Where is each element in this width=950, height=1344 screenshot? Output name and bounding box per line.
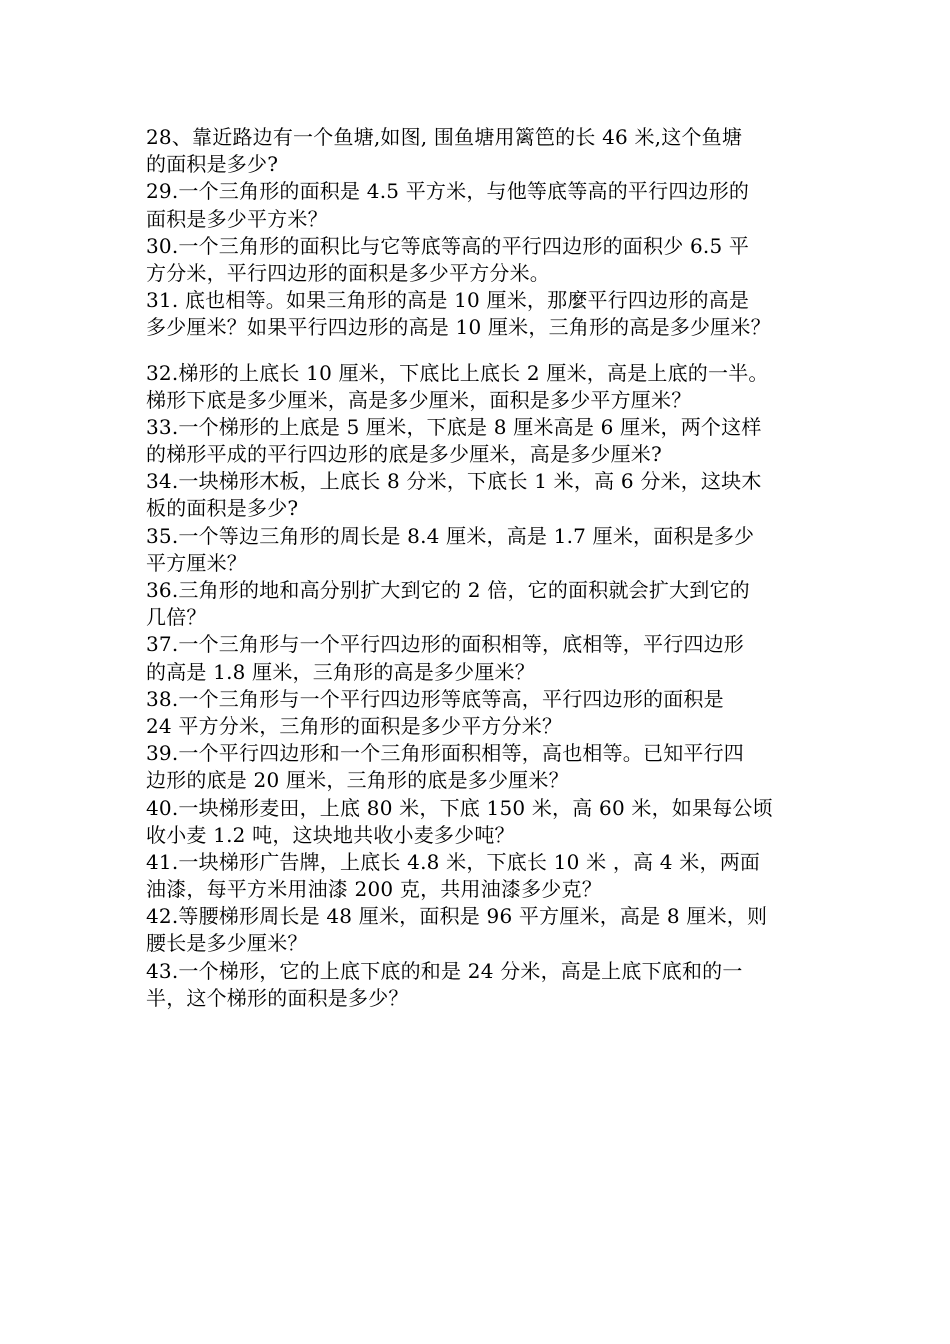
problem-line: 的高是 1.8 厘米，三角形的高是多少厘米？ [146,659,535,684]
problem-38 [146,686,826,740]
problem-line: 的梯形平成的平行四边形的底是多少厘米，高是多少厘米? [146,442,662,467]
problem-41 [146,849,826,903]
problem-line: 24 平方分米，三角形的面积是多少平方分米？ [146,713,563,738]
problem-line: 42.等腰梯形周长是 48 厘米，面积是 96 平方厘米，高是 8 厘米，则 [146,904,768,929]
problem-43 [146,958,826,1012]
problem-line: 32.梯形的上底长 10 厘米，下底比上底长 2 厘米，高是上底的一半。 [146,360,769,385]
problem-line: 43.一个梯形，它的上底下底的和是 24 分米，高是上底下底和的一 [146,958,743,983]
problem-line: 41.一块梯形广告牌，上底长 4.8 米，下底长 10 米 ，高 4 米，两面 [146,849,761,874]
problem-34 [146,468,826,522]
problem-36 [146,577,826,631]
problem-line: 36.三角形的地和高分别扩大到它的 2 倍，它的面积就会扩大到它的 [146,578,750,602]
problem-line: 39.一个平行四边形和一个三角形面积相等，高也相等。已知平行四 [146,741,745,766]
problem-line: 边形的底是 20 厘米，三角形的底是多少厘米？ [146,768,569,793]
problem-37 [146,631,826,685]
problem-line: 多少厘米？如果平行四边形的高是 10 厘米，三角形的高是多少厘米？ [146,315,771,340]
problem-line: 收小麦 1.2 吨，这块地共收小麦多少吨？ [146,822,515,847]
problem-35 [146,523,826,577]
problem-line: 腰长是多少厘米？ [146,931,308,956]
problem-32 [146,360,826,414]
problem-28 [146,124,826,178]
problem-40 [146,795,826,849]
problem-line: 29.一个三角形的面积是 4.5 平方米，与他等底等高的平行四边形的 [146,179,750,204]
problem-line: 40.一块梯形麦田，上底 80 米，下底 150 米，高 60 米，如果每公顷 [146,795,773,820]
problem-line: 方分米，平行四边形的面积是多少平方分米。 [146,260,550,285]
problem-line: 面积是多少平方米？ [146,206,328,231]
problem-42 [146,903,826,957]
problem-line: 油漆，每平方米用油漆 200 克，共用油漆多少克？ [146,877,602,902]
problem-line: 梯形下底是多少厘米，高是多少厘米，面积是多少平方厘米？ [146,387,692,412]
blank-spacer [146,342,826,360]
problem-line: 35.一个等边三角形的周长是 8.4 厘米，高是 1.7 厘米，面积是多少 [146,523,755,548]
problem-line: 31. 底也相等。如果三角形的高是 10 厘米，那麼平行四边形的高是 [146,288,750,313]
problem-line: 几倍？ [146,605,207,630]
problem-line: 37.一个三角形与一个平行四边形的面积相等，底相等，平行四边形 [146,632,745,657]
problem-29 [146,178,826,232]
problem-line: 34.一块梯形木板，上底长 8 分米，下底长 1 米，高 6 分米，这块木 [146,469,762,494]
document-page [146,124,826,1012]
problem-line: 板的面积是多少? [146,496,299,521]
problem-line: 30.一个三角形的面积比与它等底等高的平行四边形的面积少 6.5 平 [146,233,750,258]
problem-line: 半，这个梯形的面积是多少？ [146,985,409,1010]
problem-39 [146,740,826,794]
problem-30 [146,233,826,287]
problem-line: 平方厘米？ [146,550,247,575]
problem-line: 28、靠近路边有一个鱼塘,如图, 围鱼塘用篱笆的长 46 米,这个鱼塘 [146,125,743,149]
problem-line: 33.一个梯形的上底是 5 厘米，下底是 8 厘米高是 6 厘米，两个这样 [146,414,762,439]
problem-line: 38.一个三角形与一个平行四边形等底等高，平行四边形的面积是 [146,686,724,711]
problem-33 [146,414,826,468]
problem-31 [146,287,826,341]
problem-line: 的面积是多少? [146,152,279,177]
